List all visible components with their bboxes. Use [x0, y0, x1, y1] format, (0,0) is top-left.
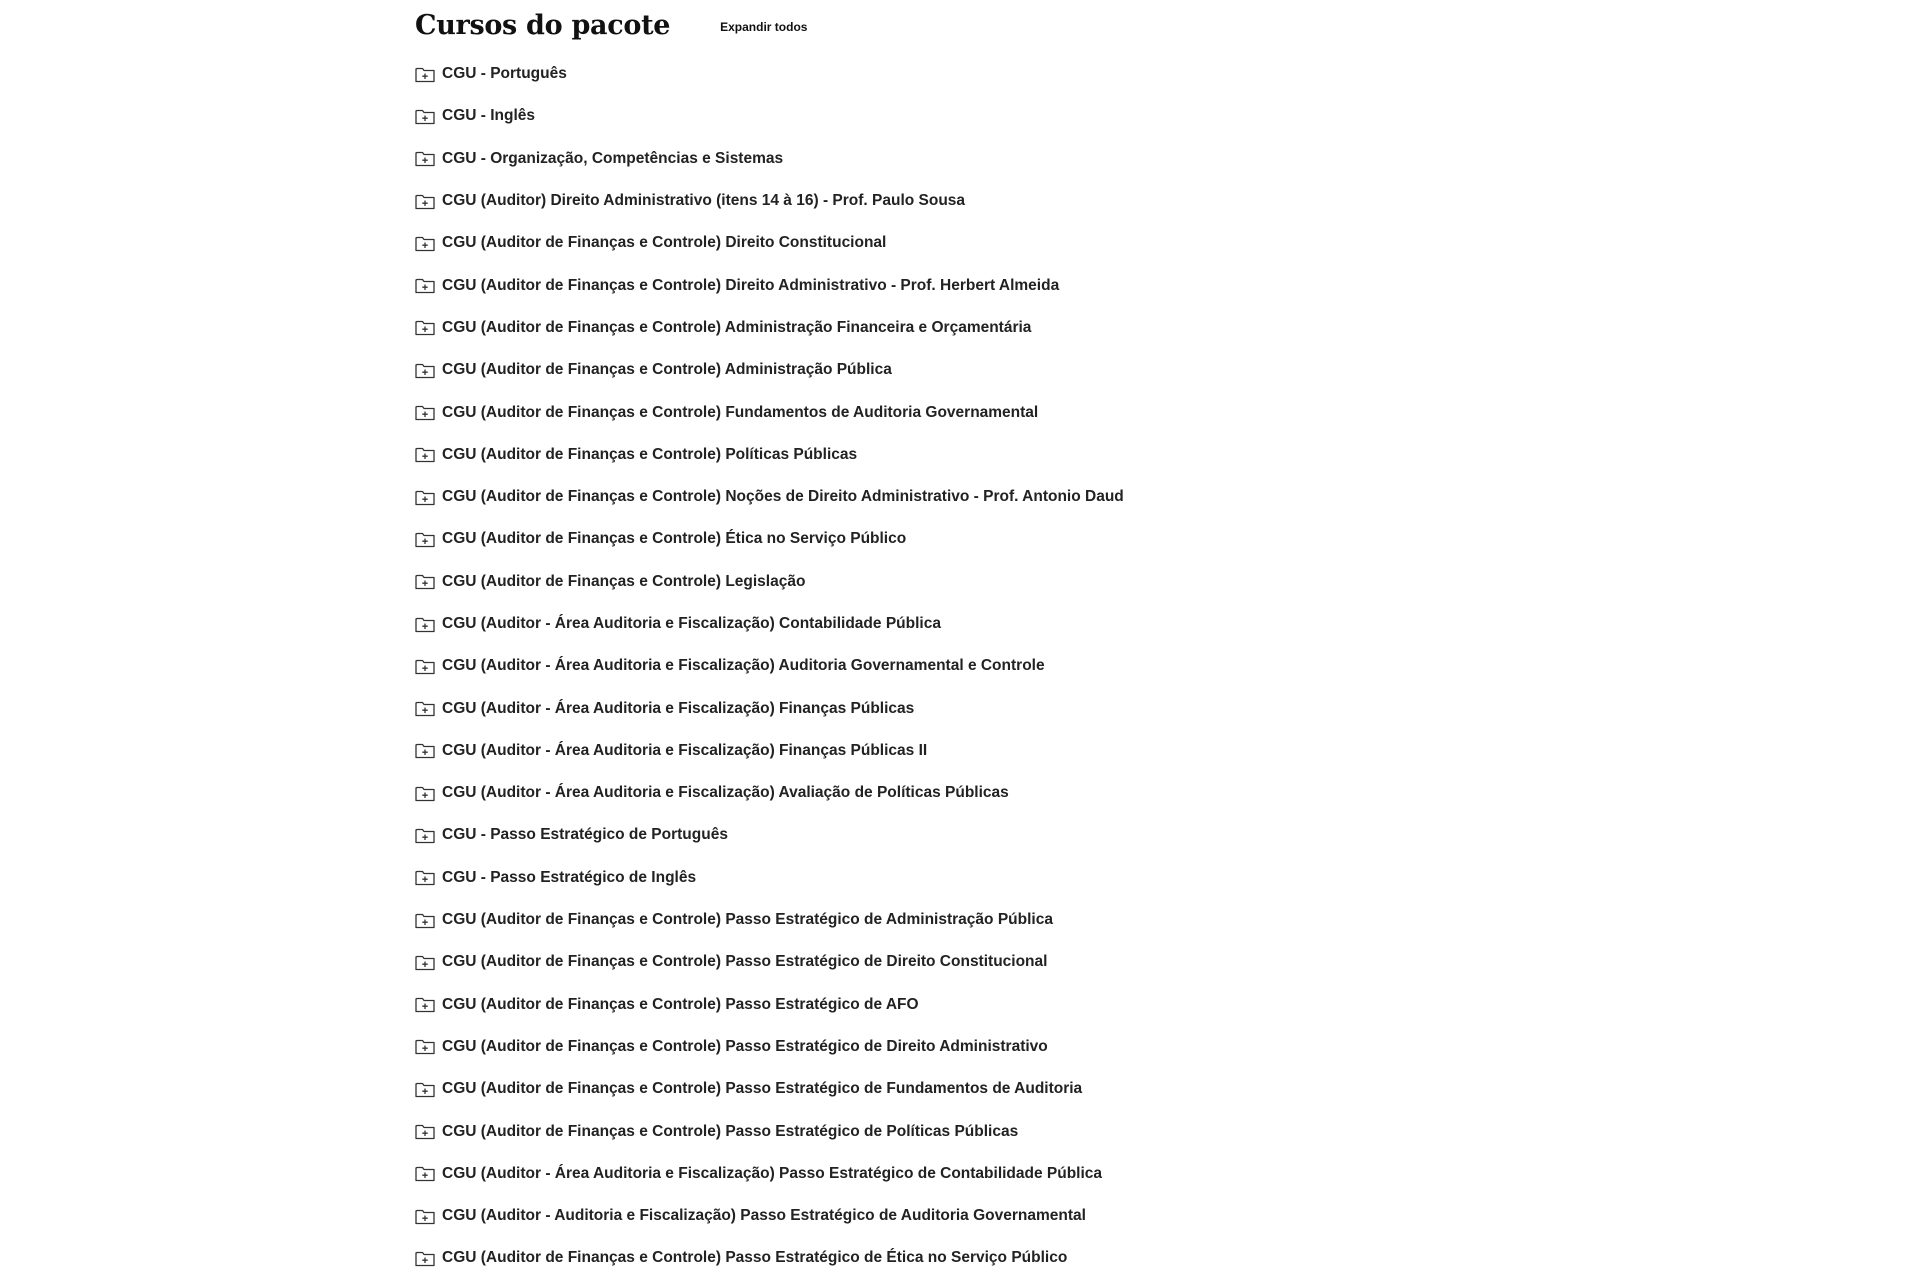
folder-plus-icon [415, 446, 435, 463]
course-item[interactable] [415, 138, 1124, 180]
course-label: CGU (Auditor de Finanças e Controle) Passo Estratégico de Fundamentos de Auditoria [442, 1080, 1083, 1098]
course-label: CGU (Auditor de Finanças e Controle) Passo Estratégico de Administração Pública [442, 911, 1053, 929]
folder-plus-icon [415, 1250, 435, 1267]
course-item[interactable] [415, 53, 1124, 95]
folder-plus-icon [415, 954, 435, 971]
course-item[interactable] [415, 222, 1124, 264]
course-label: CGU (Auditor de Finanças e Controle) Legislação [442, 572, 806, 590]
course-label: CGU (Auditor de Finanças e Controle) Políticas Públicas [442, 445, 858, 463]
folder-plus-icon [415, 1165, 435, 1182]
course-item[interactable] [415, 476, 1124, 518]
course-item[interactable] [415, 603, 1124, 645]
course-label: CGU (Auditor de Finanças e Controle) Passo Estratégico de Direito Constitucional [442, 953, 1048, 971]
course-item[interactable] [415, 1068, 1124, 1110]
folder-plus-icon [415, 108, 435, 125]
course-label: CGU (Auditor de Finanças e Controle) Fundamentos de Auditoria Governamental [442, 403, 1039, 421]
course-label: CGU (Auditor de Finanças e Controle) Administração Pública [442, 361, 892, 379]
folder-plus-icon [415, 573, 435, 590]
folder-plus-icon [415, 362, 435, 379]
course-label: CGU - Inglês [442, 107, 536, 125]
course-item[interactable] [415, 772, 1124, 814]
course-item[interactable] [415, 1110, 1124, 1152]
course-item[interactable] [415, 1026, 1124, 1068]
package-courses-section [415, 0, 1615, 1267]
course-item[interactable] [415, 857, 1124, 899]
folder-plus-icon [415, 1038, 435, 1055]
course-item[interactable] [415, 1153, 1124, 1195]
course-item[interactable] [415, 434, 1124, 476]
folder-plus-icon [415, 700, 435, 717]
course-item[interactable] [415, 814, 1124, 856]
course-item[interactable] [415, 95, 1124, 137]
course-label: CGU (Auditor - Área Auditoria e Fiscalização) Contabilidade Pública [442, 615, 941, 632]
folder-plus-icon [415, 404, 435, 421]
folder-plus-icon [415, 66, 435, 83]
course-label: CGU (Auditor de Finanças e Controle) Noções de Direito Administrativo - Prof. Antonio Daud [442, 488, 1124, 506]
folder-plus-icon [415, 827, 435, 844]
section-title: Cursos do pacote [415, 9, 671, 41]
course-label: CGU (Auditor - Área Auditoria e Fiscalização) Passo Estratégico de Contabilidade Pública [442, 1164, 1103, 1182]
course-item[interactable] [415, 1237, 1124, 1273]
folder-plus-icon [415, 531, 435, 548]
course-item[interactable] [415, 561, 1124, 603]
course-item[interactable] [415, 180, 1124, 222]
folder-plus-icon [415, 785, 435, 802]
folder-plus-icon [415, 193, 435, 210]
course-label: CGU - Português [442, 65, 567, 83]
course-item[interactable] [415, 687, 1124, 729]
course-label: CGU (Auditor de Finanças e Controle) Direito Constitucional [442, 234, 887, 252]
course-item[interactable] [415, 899, 1124, 941]
course-item[interactable] [415, 307, 1124, 349]
course-label: CGU (Auditor de Finanças e Controle) Administração Financeira e Orçamentária [442, 318, 1032, 336]
course-label: CGU - Organização, Competências e Sistemas [442, 149, 784, 167]
folder-plus-icon [415, 869, 435, 886]
folder-plus-icon [415, 996, 435, 1013]
course-label: CGU - Passo Estratégico de Inglês [442, 868, 697, 886]
course-item[interactable] [415, 1195, 1124, 1237]
folder-plus-icon [415, 616, 435, 633]
course-label: CGU (Auditor) Direito Administrativo (itens 14 à 16) - Prof. Paulo Sousa [442, 192, 966, 210]
expand-all-button[interactable]: Expandir todos [720, 19, 808, 34]
course-label: CGU (Auditor - Área Auditoria e Fiscalização) Finanças Públicas II [442, 741, 928, 759]
folder-plus-icon [415, 742, 435, 759]
course-label: CGU - Passo Estratégico de Português [442, 826, 728, 844]
folder-plus-icon [415, 319, 435, 336]
folder-plus-icon [415, 277, 435, 294]
course-label: CGU (Auditor de Finanças e Controle) Direito Administrativo - Prof. Herbert Almeida [442, 276, 1060, 294]
folder-plus-icon [415, 1081, 435, 1098]
course-item[interactable] [415, 645, 1124, 687]
folder-plus-icon [415, 1208, 435, 1225]
course-label: CGU (Auditor de Finanças e Controle) Passo Estratégico de AFO [442, 995, 919, 1013]
course-label: CGU (Auditor - Área Auditoria e Fiscalização) Auditoria Governamental e Controle [442, 657, 1045, 675]
course-label: CGU (Auditor de Finanças e Controle) Ética no Serviço Público [442, 530, 907, 548]
course-label: CGU (Auditor - Área Auditoria e Fiscalização) Finanças Públicas [442, 699, 915, 717]
folder-plus-icon [415, 1123, 435, 1140]
course-label: CGU (Auditor - Auditoria e Fiscalização) Passo Estratégico de Auditoria Governamental [442, 1207, 1086, 1225]
section-header [415, 0, 1615, 50]
course-label: CGU (Auditor de Finanças e Controle) Passo Estratégico de Políticas Públicas [442, 1122, 1019, 1140]
course-label: CGU (Auditor de Finanças e Controle) Passo Estratégico de Direito Administrativo [442, 1037, 1048, 1055]
folder-plus-icon [415, 912, 435, 929]
folder-plus-icon [415, 489, 435, 506]
course-item[interactable] [415, 518, 1124, 560]
course-item[interactable] [415, 730, 1124, 772]
course-item[interactable] [415, 941, 1124, 983]
course-item[interactable] [415, 984, 1124, 1026]
course-item[interactable] [415, 391, 1124, 433]
course-label: CGU (Auditor - Área Auditoria e Fiscalização) Avaliação de Políticas Públicas [442, 784, 1009, 802]
course-item[interactable] [415, 264, 1124, 306]
folder-plus-icon [415, 235, 435, 252]
course-list [415, 53, 1124, 1273]
course-label: CGU (Auditor de Finanças e Controle) Passo Estratégico de Ética no Serviço Público [442, 1249, 1068, 1267]
folder-plus-icon [415, 658, 435, 675]
folder-plus-icon [415, 150, 435, 167]
course-item[interactable] [415, 349, 1124, 391]
